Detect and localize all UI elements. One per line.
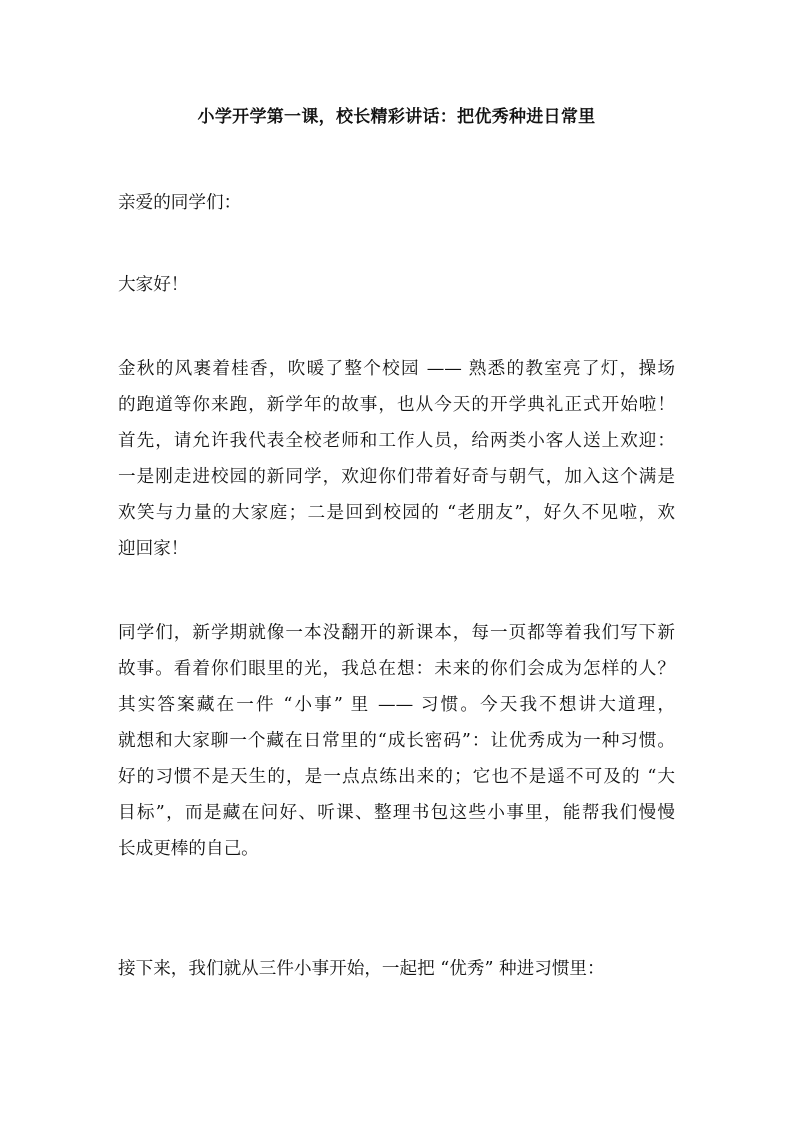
paragraph-line: 金秋的风裹着桂香，吹暖了整个校园 —— 熟悉的教室亮了灯，操场: [118, 359, 675, 379]
paragraph-line: 长成更棒的自己。: [118, 839, 259, 859]
paragraph-intro-three-things: [118, 951, 675, 987]
paragraph-line: 就想和大家聊一个藏在日常里的“成长密码”：让优秀成为一种习惯。: [118, 731, 675, 751]
paragraph-line: 好的习惯不是天生的，是一点点练出来的；它也不是遥不可及的 “大: [118, 767, 675, 787]
paragraph-line: 首先，请允许我代表全校老师和工作人员，给两类小客人送上欢迎：: [118, 431, 675, 451]
paragraph-line: 其实答案藏在一件 “小事” 里 —— 习惯。今天我不想讲大道理，: [118, 695, 675, 715]
document-title: 小学开学第一课，校长精彩讲话：把优秀种进日常里: [197, 107, 596, 127]
greeting: [118, 267, 675, 303]
paragraph-line: 目标”，而是藏在问好、听课、整理书包这些小事里，能帮我们慢慢: [118, 803, 675, 823]
paragraph-line: 接下来，我们就从三件小事开始，一起把 “优秀” 种进习惯里：: [118, 959, 605, 979]
greeting-text: 大家好！: [118, 275, 189, 295]
paragraph-line: 一是刚走进校园的新同学，欢迎你们带着好奇与朝气，加入这个满是: [118, 467, 675, 487]
paragraph-line: 同学们，新学期就像一本没翻开的新课本，每一页都等着我们写下新: [118, 623, 675, 643]
paragraph-habits: [118, 615, 675, 867]
paragraph-welcome: [118, 351, 675, 567]
paragraph-line: 欢笑与力量的大家庭；二是回到校园的 “老朋友”，好久不见啦，欢: [118, 503, 675, 523]
paragraph-line: 故事。看着你们眼里的光，我总在想：未来的你们会成为怎样的人？: [118, 659, 675, 679]
paragraph-line: 的跑道等你来跑，新学年的故事，也从今天的开学典礼正式开始啦！: [118, 395, 675, 415]
paragraph-line: 迎回家！: [118, 539, 189, 559]
salutation-text: 亲爱的同学们：: [118, 193, 242, 213]
salutation: [118, 185, 675, 221]
